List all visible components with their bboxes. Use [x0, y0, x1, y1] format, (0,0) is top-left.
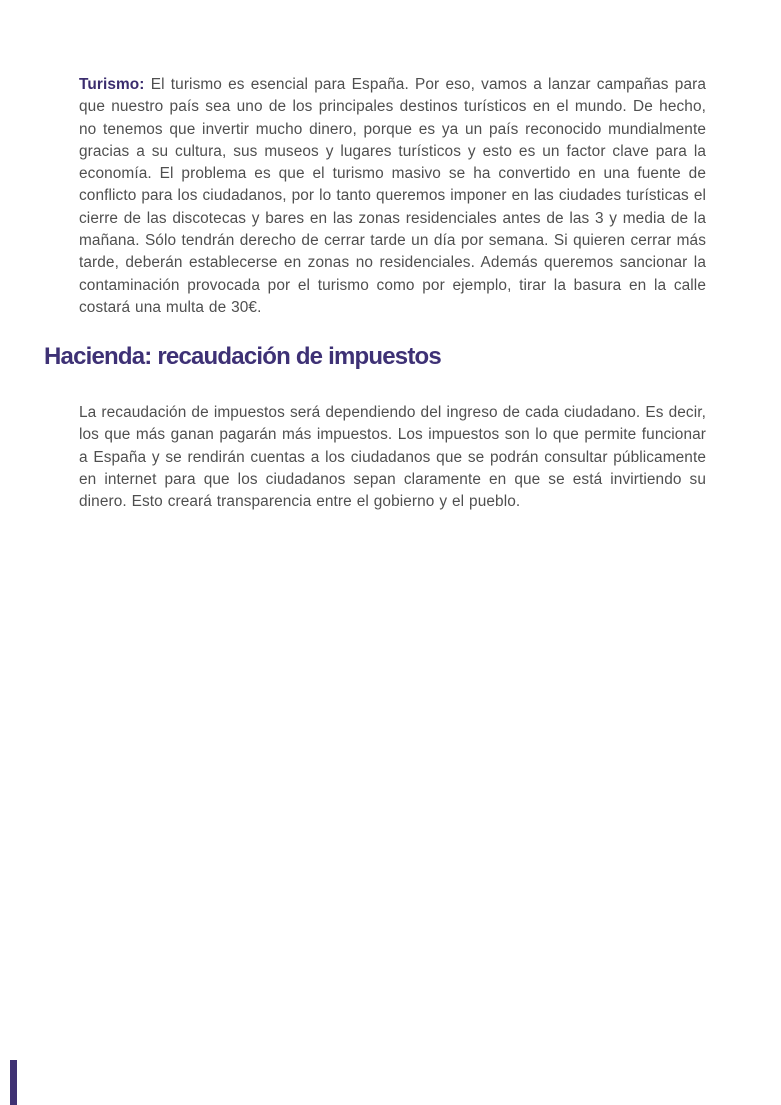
hacienda-heading: Hacienda: recaudación de impuestos: [44, 343, 441, 370]
hacienda-paragraph: [79, 402, 706, 513]
turismo-body-text: El turismo es esencial para España. Por eso, vamos a lanzar campañas para que nuestro país sea uno de los principales destinos turísticos en el mundo. De hecho, no tenemos que invertir mucho dinero, porque es ya un país reconocido mundialmente gracias a su cultura, sus museos y lugares turísticos y esto es un factor clave para la economía. El problema es que el turismo masivo se ha convertido en una fuente de conflicto para los ciudadanos, por lo tanto queremos imponer en las ciudades turísticas el cierre de las discotecas y bares en las zonas residenciales antes de las 3 y media de la mañana. Sólo tendrán derecho de cerrar tarde un día por semana. Si quieren cerrar más tarde, deberán establecerse en zonas no residenciales. Además queremos sancionar la contaminación provocada por el turismo como por ejemplo, tirar la basura en la calle costará una multa de 30€.: [79, 76, 706, 316]
turismo-paragraph: [79, 74, 706, 319]
hacienda-body-text: La recaudación de impuestos será dependiendo del ingreso de cada ciudadano. Es decir, los que más ganan pagarán más impuestos. Los impuestos son lo que permite funcionar a España y se rendirán cuentas a los ciudadanos que se podrán consultar públicamente en internet para que los ciudadanos sepan claramente en que se está invirtiendo su dinero. Esto creará transparencia entre el gobierno y el pueblo.: [79, 404, 706, 511]
decorative-purple-bar: [10, 1060, 17, 1105]
turismo-label: Turismo:: [79, 76, 145, 93]
